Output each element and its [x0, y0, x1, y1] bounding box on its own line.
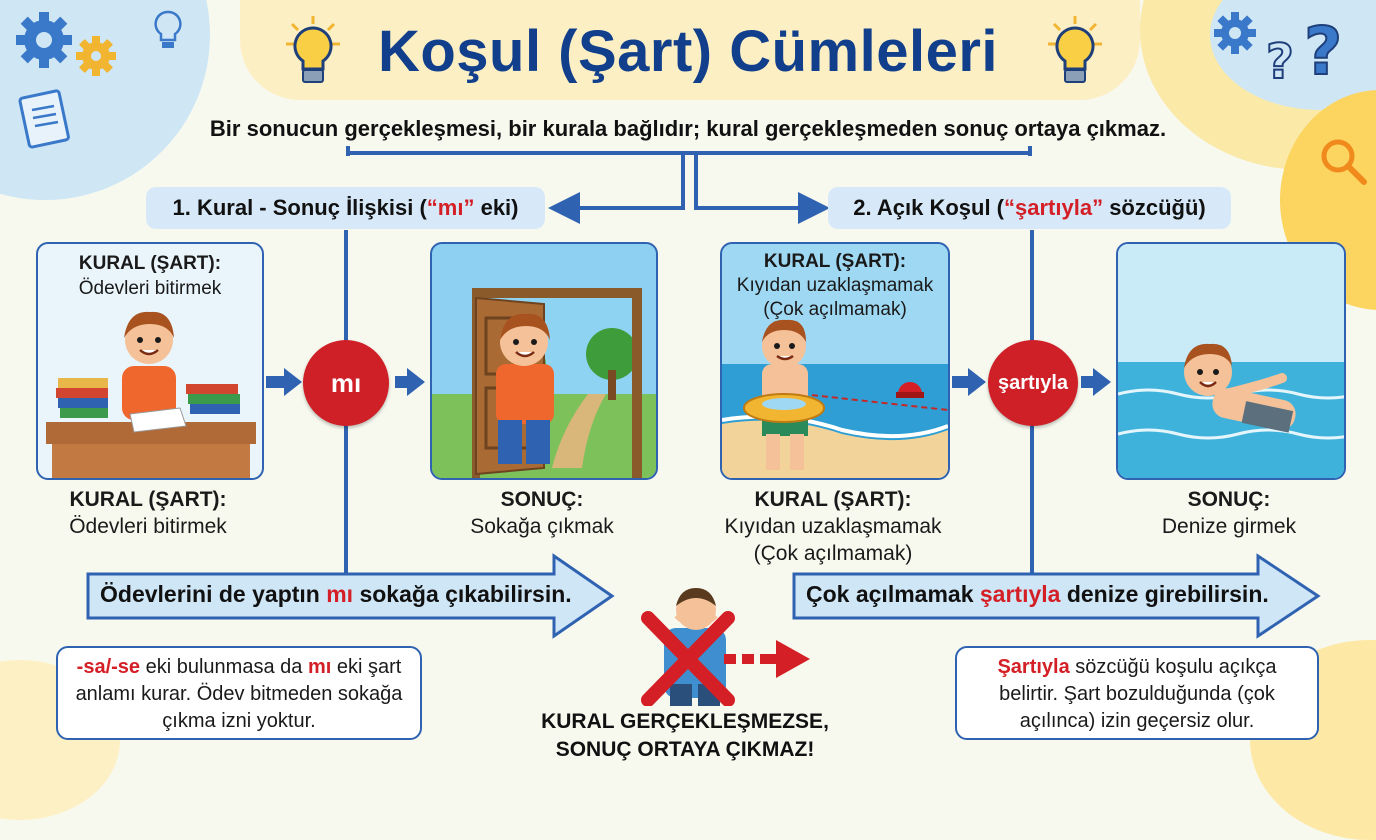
left-rule-panel [36, 242, 264, 480]
right-sentence-before: Çok açılmamak [806, 581, 980, 607]
left-sentence-highlight: mı [326, 581, 354, 607]
right-caption-result [1116, 486, 1342, 540]
left-explanation-note [56, 646, 422, 740]
right-header-prefix: 2. Açık Koşul ( [853, 195, 1005, 220]
left-caption-result-text: Sokağa çıkmak [470, 515, 614, 538]
left-caption-result-title: SONUÇ: [500, 488, 584, 511]
right-explanation-note [955, 646, 1319, 740]
right-example-sentence [806, 581, 1269, 608]
right-panel-rule-text2: (Çok açılmamak) [763, 299, 907, 320]
right-header-highlight: “şartıyla” [1004, 195, 1104, 220]
right-caption-rule-text1: Kıyıdan uzaklaşmamak [724, 515, 942, 538]
left-caption-rule-title: KURAL (ŞART): [69, 488, 227, 511]
left-note-highlight2: mı [307, 656, 332, 678]
right-caption-rule [700, 486, 966, 567]
left-connector-mi: mı [303, 340, 389, 426]
page-title: Koşul (Şart) Cümleleri [377, 19, 999, 84]
sad-person-cross-illustration [636, 588, 816, 706]
warning-line1: KURAL GERÇEKLEŞMEZSE, [541, 710, 829, 733]
right-panel-rule-text1: Kıyıdan uzaklaşmamak [736, 275, 934, 296]
left-panel-rule-title: KURAL (ŞART): [78, 253, 222, 274]
right-caption-rule-title: KURAL (ŞART): [754, 488, 912, 511]
warning-message [520, 708, 850, 764]
left-caption-rule [36, 486, 260, 540]
left-note-text1: eki bulunmasa da [140, 656, 308, 678]
left-note-text2: eki şart anlamı kurar. Ödev bitmeden sokağa çıkma izni yoktur. [75, 656, 403, 732]
left-section-header [146, 187, 545, 229]
left-header-prefix: 1. Kural - Sonuç İlişkisi ( [172, 195, 427, 220]
right-caption-result-text: Denize girmek [1161, 515, 1297, 538]
right-sentence-highlight: şartıyla [979, 581, 1061, 607]
right-rule-panel [720, 242, 950, 480]
left-header-suffix: eki) [474, 195, 519, 220]
left-example-sentence [100, 581, 572, 608]
right-note-highlight: Şartıyla [997, 656, 1070, 678]
right-caption-rule-text2: (Çok açılmamak) [753, 542, 913, 565]
right-connector-sartiyla: şartıyla [988, 340, 1078, 426]
left-header-highlight: “mı” [426, 195, 475, 220]
right-section-header [828, 187, 1231, 229]
left-note-highlight1: -sa/-se [76, 656, 141, 678]
left-sentence-after: sokağa çıkabilirsin. [353, 581, 572, 607]
boy-studying-illustration [38, 304, 262, 480]
svg-text:?: ? [1304, 13, 1343, 88]
page-subtitle: Bir sonucun gerçekleşmesi, bir kurala bağlıdır; kural gerçekleşmeden sonuç ortaya çıkmaz. [209, 116, 1167, 141]
right-header-suffix: sözcüğü) [1103, 195, 1206, 220]
left-sentence-before: Ödevlerini de yaptın [100, 581, 327, 607]
left-panel-rule-text: Ödevleri bitirmek [78, 278, 222, 299]
left-caption-result [430, 486, 654, 540]
left-caption-rule-text: Ödevleri bitirmek [69, 515, 227, 538]
left-result-panel [430, 242, 658, 480]
right-panel-rule-title: KURAL (ŞART): [763, 251, 907, 272]
right-sentence-after: denize girebilirsin. [1060, 581, 1269, 607]
warning-line2: SONUÇ ORTAYA ÇIKMAZ! [555, 738, 815, 761]
right-caption-result-title: SONUÇ: [1187, 488, 1271, 511]
right-result-panel [1116, 242, 1346, 480]
boy-swimming-illustration [1118, 244, 1344, 478]
right-note-text: sözcüğü koşulu açıkça belirtir. Şart bozulduğunda (çok açılınca) izin geçersiz olur. [999, 656, 1277, 732]
boy-leaving-door-illustration [432, 244, 656, 478]
svg-text:?: ? [1266, 34, 1294, 88]
